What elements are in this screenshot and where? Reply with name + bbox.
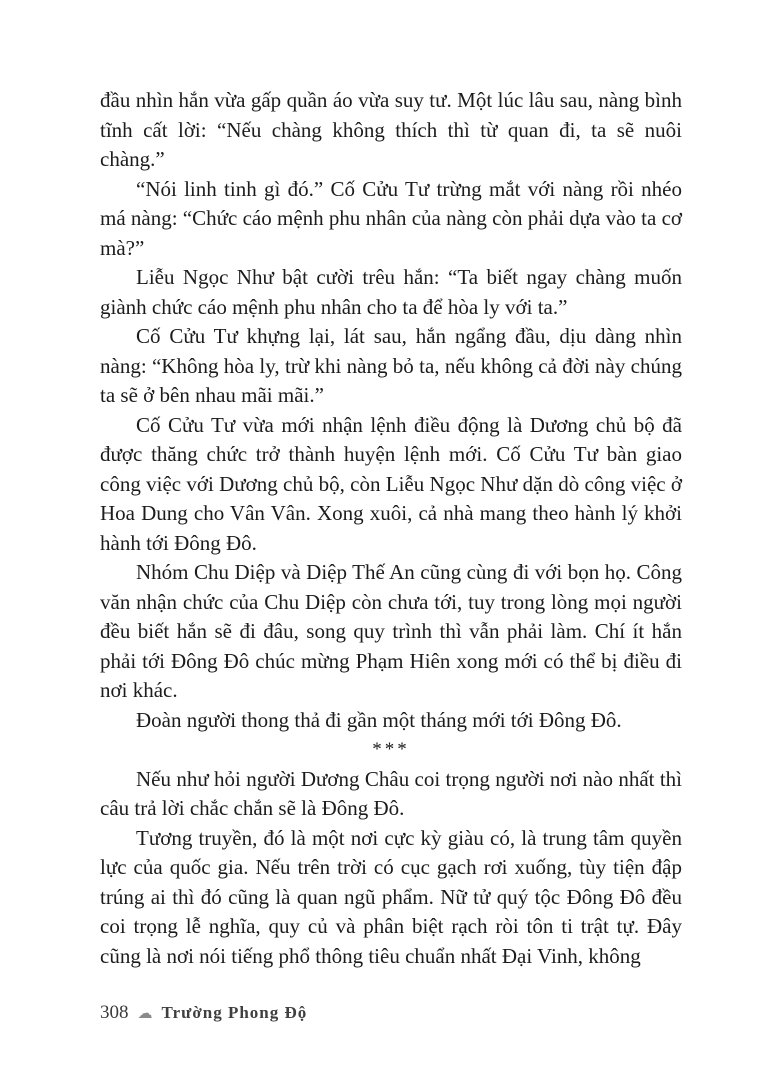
paragraph: Nhóm Chu Diệp và Diệp Thế An cũng cùng đi với bọn họ. Công văn nhận chức của Chu Diệp còn chưa tới, tuy trong lòng mọi người đều biết hắn sẽ đi đâu, song quy trình thì vẫn phải làm. Chí ít hắn phải tới Đông Đô chúc mừng Phạm Hiên xong mới có thể bị điều đi nơi khác. (100, 560, 682, 702)
scene-separator: *** (372, 739, 410, 760)
paragraph: Cố Cửu Tư vừa mới nhận lệnh điều động là Dương chủ bộ đã được thăng chức trở thành huyện lệnh mới. Cố Cửu Tư bàn giao công việc với Dương chủ bộ, còn Liễu Ngọc Như dặn dò công việc ở Hoa Dung cho Vân Vân. Xong xuôi, cả nhà mang theo hành lý khởi hành tới Đông Đô. (100, 412, 682, 555)
page-number: 308 (100, 1002, 129, 1023)
cloud-ornament-icon: ☁ (137, 1005, 153, 1022)
paragraph: Nếu như hỏi người Dương Châu coi trọng người nơi nào nhất thì câu trả lời chắc chắn sẽ là Đông Đô. (100, 766, 682, 820)
paragraph: đầu nhìn hắn vừa gấp quần áo vừa suy tư. Một lúc lâu sau, nàng bình tĩnh cất lời: “Nếu chàng không thích thì từ quan đi, ta sẽ nuôi chàng.” (100, 88, 682, 171)
paragraph: Đoàn người thong thả đi gần một tháng mới tới Đông Đô. (136, 707, 622, 732)
page-footer (100, 1002, 307, 1024)
paragraph: Tương truyền, đó là một nơi cực kỳ giàu có, là trung tâm quyền lực của quốc gia. Nếu trên trời có cục gạch rơi xuống, tùy tiện đập trúng ai thì đó cũng là quan ngũ phẩm. Nữ tử quý tộc Đông Đô đều coi trọng lễ nghĩa, quy củ và phân biệt rạch ròi tôn ti trật tự. Đây cũng là nơi nói tiếng phổ thông tiêu chuẩn nhất Đại Vinh, không (100, 825, 682, 968)
paragraph: “Nói linh tinh gì đó.” Cố Cửu Tư trừng mắt với nàng rồi nhéo má nàng: “Chức cáo mệnh phu nhân của nàng còn phải dựa vào ta cơ mà?” (100, 176, 683, 260)
body-text (100, 86, 682, 971)
paragraph: Cố Cửu Tư khựng lại, lát sau, hắn ngẩng đầu, dịu dàng nhìn nàng: “Không hòa ly, trừ khi nàng bỏ ta, nếu không cả đời này chúng ta sẽ ở bên nhau mãi mãi.” (100, 324, 682, 407)
running-title: Trường Phong Độ (161, 1003, 308, 1022)
paragraph: Liễu Ngọc Như bật cười trêu hắn: “Ta biết ngay chàng muốn giành chức cáo mệnh phu nhân cho ta để hòa ly với ta.” (100, 265, 682, 319)
